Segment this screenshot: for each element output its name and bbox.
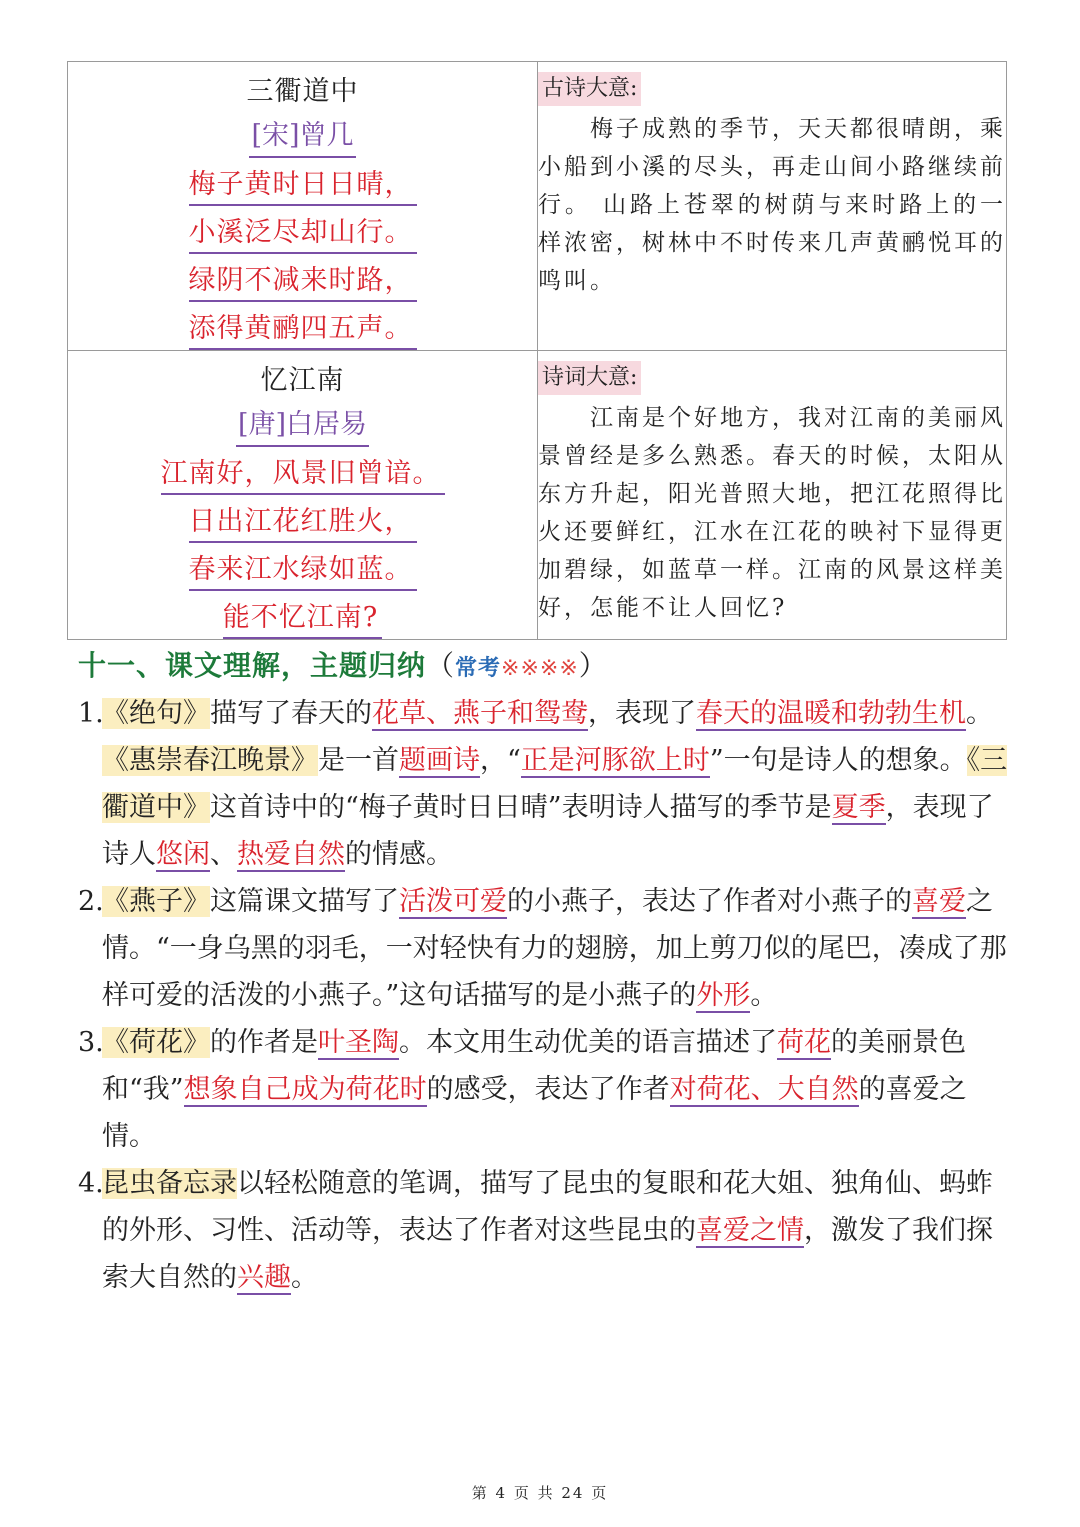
item-text: 的作者是 bbox=[210, 1027, 318, 1058]
page-footer: 第 4 页 共 24 页 bbox=[471, 1484, 609, 1502]
frequency-label: 常考 bbox=[455, 655, 502, 681]
item-text: ，激发了我们探索大自然的 bbox=[102, 1215, 993, 1293]
answer-keyword: 悠闲 bbox=[156, 839, 210, 870]
item-text: 的美丽景色和“我” bbox=[102, 1027, 966, 1105]
answer-keyword: 春天的温暖和勃勃生机 bbox=[696, 698, 966, 729]
item-text: 以轻松随意的笔调，描写了昆虫的复眼和花大姐、独角仙、蚂蚱的外形、习性、活动等，表达了作者对这些昆虫的 bbox=[102, 1168, 993, 1246]
item-text: 。 bbox=[966, 698, 993, 729]
item-text: 这首诗中的“梅子黄时日日晴”表明诗人描写的季节是 bbox=[210, 792, 832, 823]
poem-author: [唐]白居易 bbox=[236, 405, 369, 447]
item-text: ”一句是诗人的想象。 bbox=[709, 745, 967, 776]
item-text: 。 bbox=[291, 1262, 318, 1293]
item-text: 之情。“一身乌黑的羽毛，一对轻快有力的翅膀，加上剪刀似的尾巴，凑成了那样可爱的活泼的小燕子。”这句话描写的是小燕子的 bbox=[102, 886, 1007, 1011]
answer-keyword: 正是河豚欲上时 bbox=[520, 745, 710, 776]
answer-keyword: 喜爱之情 bbox=[696, 1215, 804, 1246]
answer-keyword: 叶圣陶 bbox=[318, 1027, 399, 1058]
item-text: 这篇课文描写了 bbox=[210, 886, 399, 917]
meaning-cell bbox=[538, 351, 1007, 640]
importance-stars: ※※※※ bbox=[501, 656, 579, 681]
poem-title: 忆江南 bbox=[260, 365, 345, 396]
item-text: ，表现了诗人 bbox=[102, 792, 994, 870]
item-text: 。 bbox=[750, 980, 778, 1011]
answer-keyword: 想象自己成为荷花时 bbox=[183, 1074, 427, 1105]
item-text: ，表现了 bbox=[588, 698, 696, 729]
item-text: ，“ bbox=[480, 745, 521, 776]
answer-keyword: 题画诗 bbox=[399, 745, 480, 776]
paren-close: ） bbox=[578, 649, 608, 682]
highlighted-title: 《绝句》 bbox=[102, 698, 210, 729]
meaning-cell bbox=[538, 62, 1007, 351]
poem-title: 三衢道中 bbox=[246, 76, 359, 107]
poem-line: 小溪泛尽却山行。 bbox=[189, 214, 417, 254]
poem-line: 江南好，风景旧曾谙。 bbox=[161, 455, 445, 495]
answer-keyword: 夏季 bbox=[831, 792, 886, 823]
answer-keyword: 对荷花、大自然 bbox=[669, 1074, 859, 1105]
item-text: 的感受，表达了作者 bbox=[426, 1074, 670, 1105]
highlighted-title: 《荷花》 bbox=[102, 1027, 210, 1058]
answer-keyword: 花草、燕子和鸳鸯 bbox=[372, 698, 588, 729]
item-number: 2. bbox=[78, 886, 104, 917]
section-title: 十一、课文理解，主题归纳 bbox=[78, 649, 427, 682]
item-text: 是一首 bbox=[318, 745, 399, 776]
poem-line: 能不忆江南? bbox=[223, 599, 382, 639]
poem-cell bbox=[68, 62, 538, 351]
item-text: 的情感。 bbox=[345, 839, 453, 870]
answer-keyword: 兴趣 bbox=[237, 1262, 291, 1293]
item-text: 的小燕子，表达了作者对小燕子的 bbox=[507, 886, 912, 917]
highlighted-title: 《燕子》 bbox=[102, 886, 210, 917]
poem-line: 日出江花红胜火， bbox=[189, 503, 417, 543]
summary-item bbox=[78, 878, 1008, 1019]
summary-list bbox=[78, 690, 1008, 1301]
highlighted-title: 《三衢道中》 bbox=[102, 745, 1008, 823]
poem-row bbox=[68, 62, 1007, 351]
poem-cell bbox=[68, 351, 538, 640]
meaning-text: 梅子成熟的季节，天天都很晴朗，乘小船到小溪的尽头，再走山间小路继续前行。 山路上苍翠的树荫与来时路上的一样浓密，树林中不时传来几声黄鹂悦耳的鸣叫。 bbox=[538, 116, 1006, 294]
answer-keyword: 外形 bbox=[696, 980, 751, 1011]
answer-keyword: 热爱自然 bbox=[237, 839, 345, 870]
poem-line: 添得黄鹂四五声。 bbox=[189, 310, 417, 350]
summary-item bbox=[78, 1160, 1008, 1301]
item-number: 1. bbox=[78, 698, 104, 729]
highlighted-title: 昆虫备忘录 bbox=[102, 1168, 237, 1199]
meaning-label: 诗词大意: bbox=[538, 361, 641, 395]
section-heading bbox=[78, 644, 608, 684]
poem-author: [宋]曾几 bbox=[249, 116, 355, 158]
item-number: 3. bbox=[78, 1027, 104, 1058]
meaning-text: 江南是个好地方，我对江南的美丽风景曾经是多么熟悉。春天的时候，太阳从东方升起，阳光普照大地，把江花照得比火还要鲜红，江水在江花的映衬下显得更加碧绿，如蓝草一样。江南的风景这样美好，怎能不让人回忆? bbox=[538, 405, 1006, 621]
item-text: 的喜爱之情。 bbox=[102, 1074, 967, 1152]
answer-keyword: 喜爱 bbox=[912, 886, 966, 917]
poem-line: 梅子黄时日日晴， bbox=[189, 166, 417, 206]
item-number: 4. bbox=[78, 1168, 104, 1199]
answer-keyword: 活泼可爱 bbox=[399, 886, 507, 917]
summary-item bbox=[78, 1019, 1008, 1160]
item-text: 描写了春天的 bbox=[210, 698, 372, 729]
highlighted-title: 《惠崇春江晚景》 bbox=[102, 745, 318, 776]
item-text: 。本文用生动优美的语言描述了 bbox=[399, 1027, 777, 1058]
paren-open: （ bbox=[426, 649, 456, 682]
poem-line: 春来江水绿如蓝。 bbox=[189, 551, 417, 591]
poem-line: 绿阴不减来时路， bbox=[189, 262, 417, 302]
poem-table bbox=[67, 61, 1007, 640]
meaning-label: 古诗大意: bbox=[538, 72, 641, 106]
answer-keyword: 荷花 bbox=[777, 1027, 831, 1058]
poem-row bbox=[68, 351, 1007, 640]
summary-item bbox=[78, 690, 1008, 878]
item-text: 、 bbox=[210, 839, 237, 870]
